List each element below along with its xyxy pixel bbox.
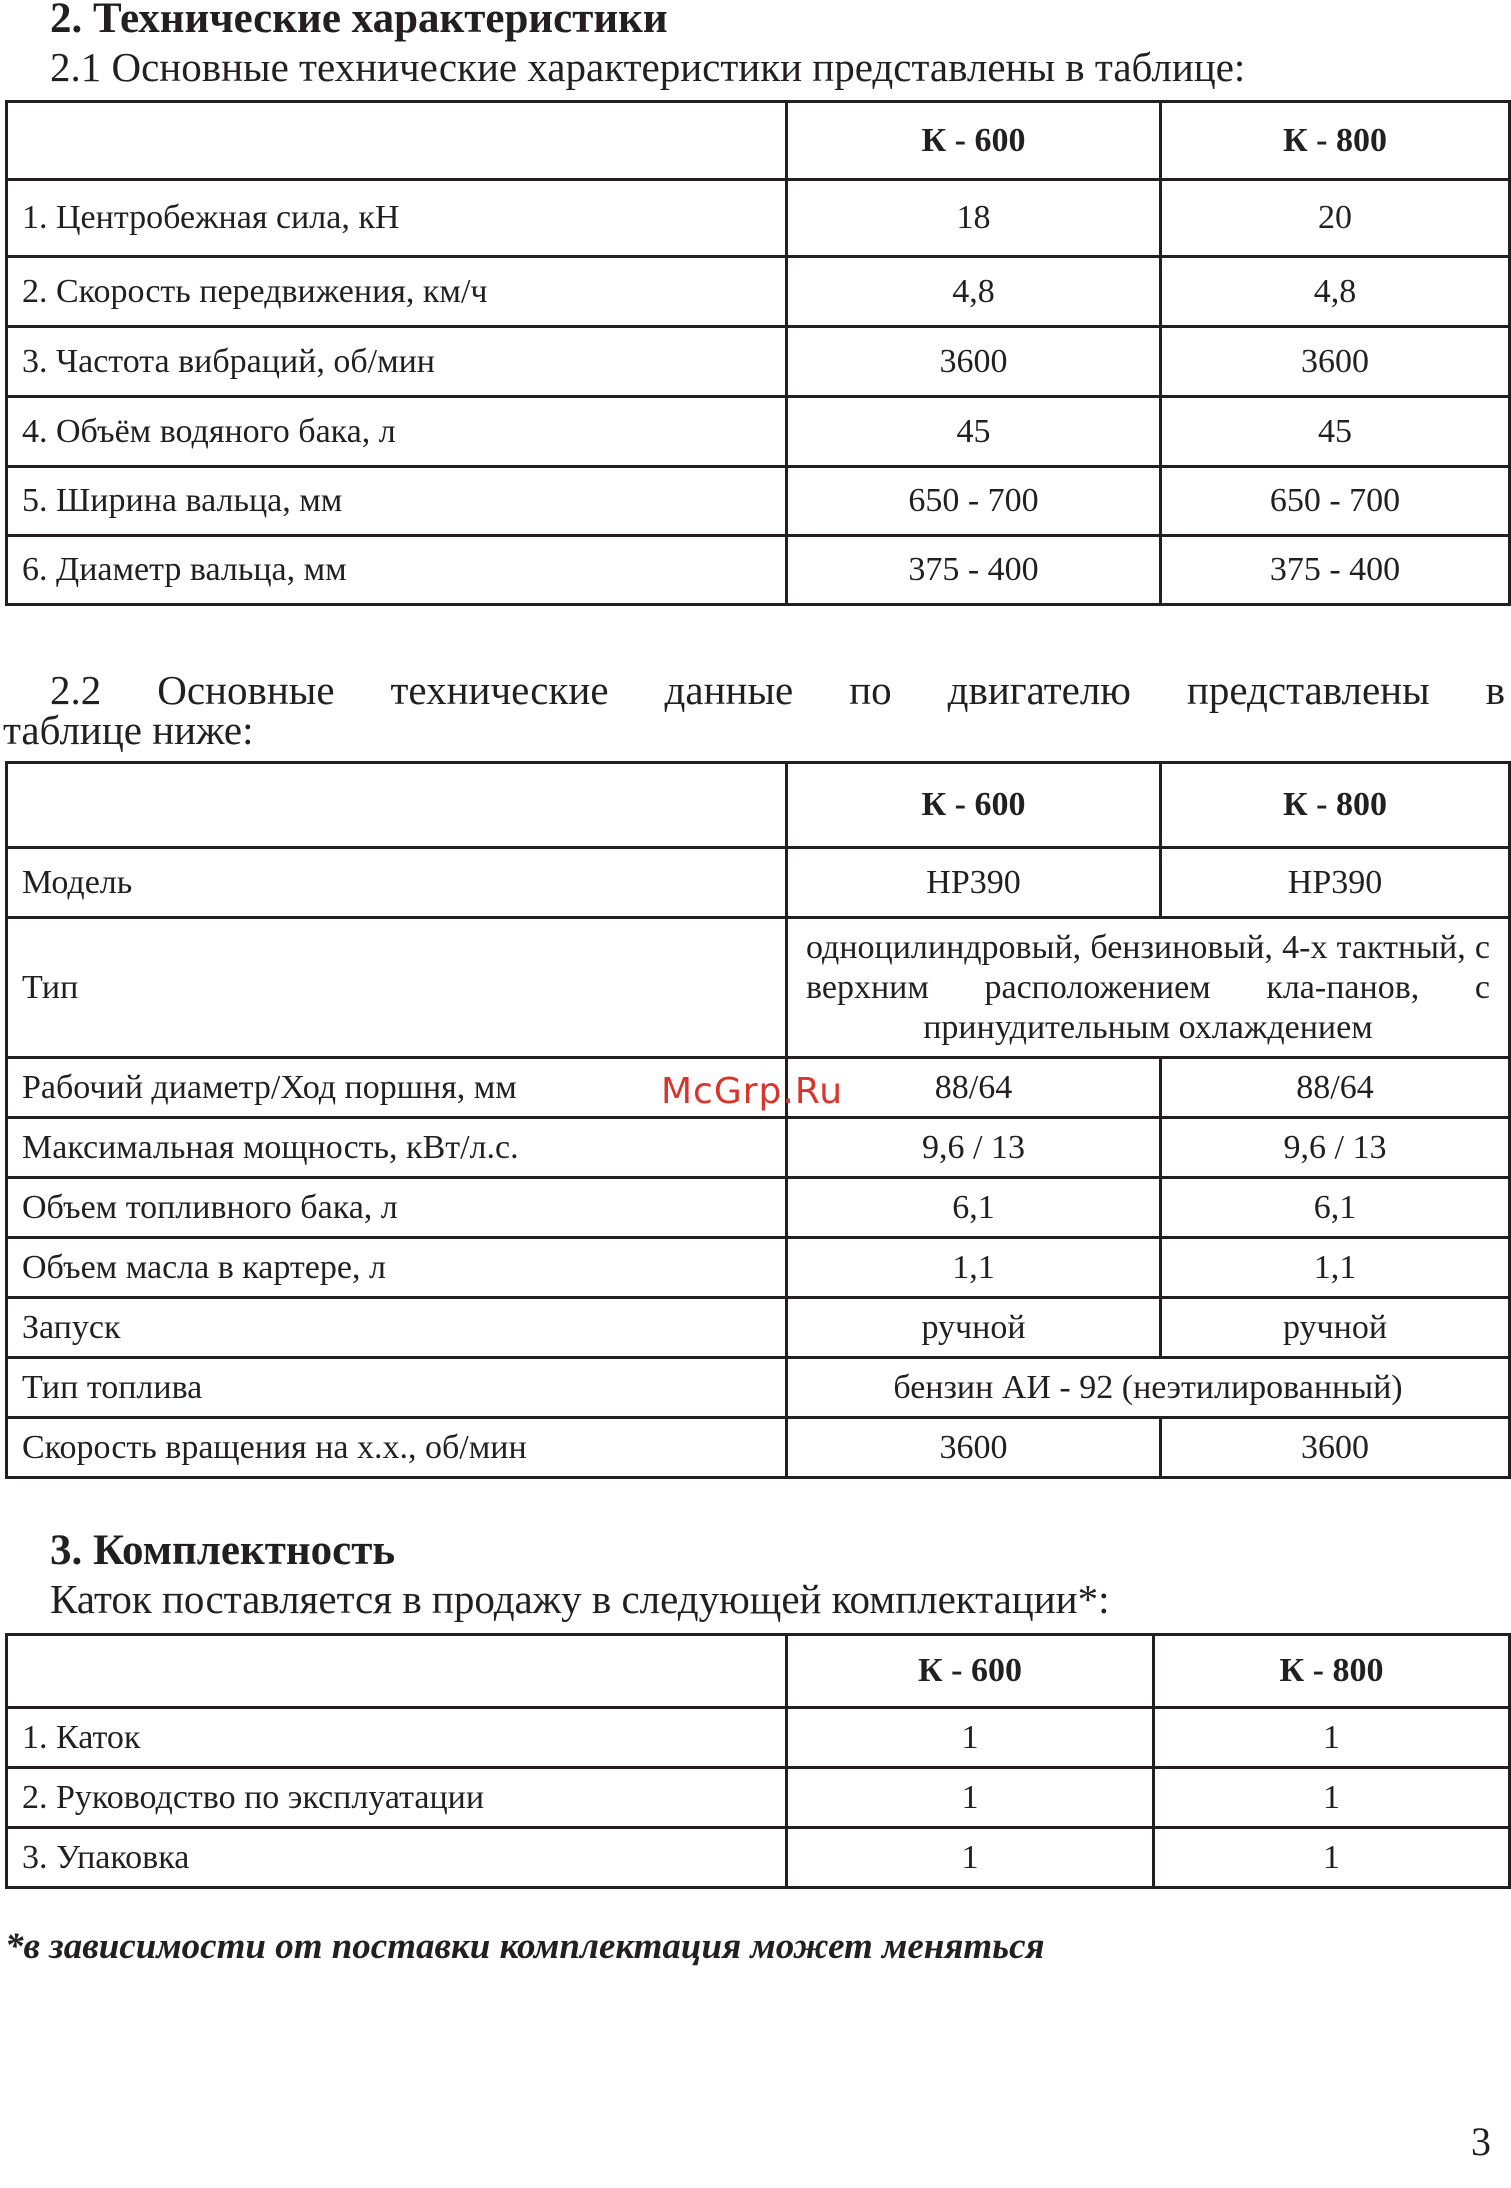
- value-k600: 6,1: [787, 1178, 1161, 1238]
- value-k600: 375 - 400: [787, 536, 1161, 605]
- table-row: [7, 1358, 1510, 1418]
- table-row: [7, 1298, 1510, 1358]
- table-row: [7, 467, 1510, 536]
- page-number: 3: [1471, 2119, 1491, 2164]
- table-row: [7, 1828, 1510, 1888]
- row-label: 4. Объём водяного бака, л: [7, 397, 787, 467]
- row-label: Объем топливного бака, л: [7, 1178, 787, 1238]
- section-2-2-intro-line2: таблице ниже:: [3, 707, 254, 753]
- value-k800: 375 - 400: [1161, 536, 1510, 605]
- table-header-row: [7, 102, 1510, 180]
- engine-table: [5, 761, 1511, 1479]
- value-k800: 20: [1161, 180, 1510, 257]
- table-row: [7, 397, 1510, 467]
- header-k800: К - 800: [1161, 763, 1510, 848]
- value-k800: 1: [1154, 1828, 1510, 1888]
- value-k800: 88/64: [1161, 1058, 1510, 1118]
- row-label: 3. Частота вибраций, об/мин: [7, 327, 787, 397]
- table-row: [7, 1768, 1510, 1828]
- value-k600: 650 - 700: [787, 467, 1161, 536]
- footnote: *в зависимости от поставки комплектация может меняться: [5, 1926, 1045, 1967]
- table-row: [7, 1118, 1510, 1178]
- row-label: 2. Скорость передвижения, км/ч: [7, 257, 787, 327]
- value-k600: 1: [787, 1828, 1154, 1888]
- value-k800: 6,1: [1161, 1178, 1510, 1238]
- header-k600: К - 600: [787, 1635, 1154, 1708]
- value-k600: ручной: [787, 1298, 1161, 1358]
- row-label: Запуск: [7, 1298, 787, 1358]
- row-label: 2. Руководство по эксплуатации: [7, 1768, 787, 1828]
- header-k800: К - 800: [1154, 1635, 1510, 1708]
- value-k600: 18: [787, 180, 1161, 257]
- row-label: Модель: [7, 848, 787, 918]
- value-k600: 45: [787, 397, 1161, 467]
- row-label: Тип: [7, 918, 787, 1058]
- table-row: [7, 536, 1510, 605]
- value-k600: 9,6 / 13: [787, 1118, 1161, 1178]
- fuel-type-value: бензин АИ - 92 (неэтилированный): [787, 1358, 1510, 1418]
- row-label: Тип топлива: [7, 1358, 787, 1418]
- value-k800: ручной: [1161, 1298, 1510, 1358]
- header-k800: К - 800: [1161, 102, 1510, 180]
- row-label: Рабочий диаметр/Ход поршня, мм: [7, 1058, 787, 1118]
- header-cell-empty: [7, 763, 787, 848]
- value-k600: 3600: [787, 327, 1161, 397]
- value-k800: 9,6 / 13: [1161, 1118, 1510, 1178]
- value-k800: 45: [1161, 397, 1510, 467]
- section-3-intro: Каток поставляется в продажу в следующей комплектации*:: [50, 1576, 1110, 1622]
- table-row: [7, 1238, 1510, 1298]
- section-2-2-intro-line1: 2.2 Основные технические данные по двигателю представлены в: [50, 667, 1505, 713]
- table-row: [7, 257, 1510, 327]
- value-k800: 3600: [1161, 327, 1510, 397]
- row-label: 3. Упаковка: [7, 1828, 787, 1888]
- table-row: [7, 918, 1510, 1058]
- value-k600: 1: [787, 1768, 1154, 1828]
- value-k600: 4,8: [787, 257, 1161, 327]
- value-k600: HP390: [787, 848, 1161, 918]
- header-cell-empty: [7, 102, 787, 180]
- header-k600: К - 600: [787, 102, 1161, 180]
- section-3-title: 3. Комплектность: [50, 1527, 396, 1574]
- row-label: Объем масла в картере, л: [7, 1238, 787, 1298]
- row-label: Максимальная мощность, кВт/л.с.: [7, 1118, 787, 1178]
- value-k600: 1: [787, 1708, 1154, 1768]
- table-row: [7, 327, 1510, 397]
- watermark: McGrp.Ru: [661, 1071, 844, 1112]
- table-row: [7, 1418, 1510, 1478]
- value-k600: 88/64: [787, 1058, 1161, 1118]
- row-label: 5. Ширина вальца, мм: [7, 467, 787, 536]
- value-k800: 3600: [1161, 1418, 1510, 1478]
- engine-type-value: одноцилиндровый, бензиновый, 4-х тактный, с верхним расположением кла-панов, с принудительным охлаждением: [787, 918, 1510, 1058]
- section-2-title: 2. Технические характеристики: [50, 0, 668, 42]
- table-header-row: [7, 763, 1510, 848]
- row-label: 1. Каток: [7, 1708, 787, 1768]
- value-k800: 1,1: [1161, 1238, 1510, 1298]
- section-2-1-intro: 2.1 Основные технические характеристики представлены в таблице:: [50, 44, 1246, 90]
- row-label: Скорость вращения на х.х., об/мин: [7, 1418, 787, 1478]
- value-k800: HP390: [1161, 848, 1510, 918]
- package-table: [5, 1633, 1511, 1889]
- table-row: [7, 848, 1510, 918]
- header-cell-empty: [7, 1635, 787, 1708]
- specs-table: [5, 100, 1511, 606]
- table-header-row: [7, 1635, 1510, 1708]
- value-k800: 1: [1154, 1708, 1510, 1768]
- table-row: [7, 180, 1510, 257]
- value-k600: 3600: [787, 1418, 1161, 1478]
- value-k800: 1: [1154, 1768, 1510, 1828]
- table-row: [7, 1708, 1510, 1768]
- table-row: [7, 1178, 1510, 1238]
- row-label: 6. Диаметр вальца, мм: [7, 536, 787, 605]
- row-label: 1. Центробежная сила, кН: [7, 180, 787, 257]
- value-k600: 1,1: [787, 1238, 1161, 1298]
- value-k800: 650 - 700: [1161, 467, 1510, 536]
- value-k800: 4,8: [1161, 257, 1510, 327]
- header-k600: К - 600: [787, 763, 1161, 848]
